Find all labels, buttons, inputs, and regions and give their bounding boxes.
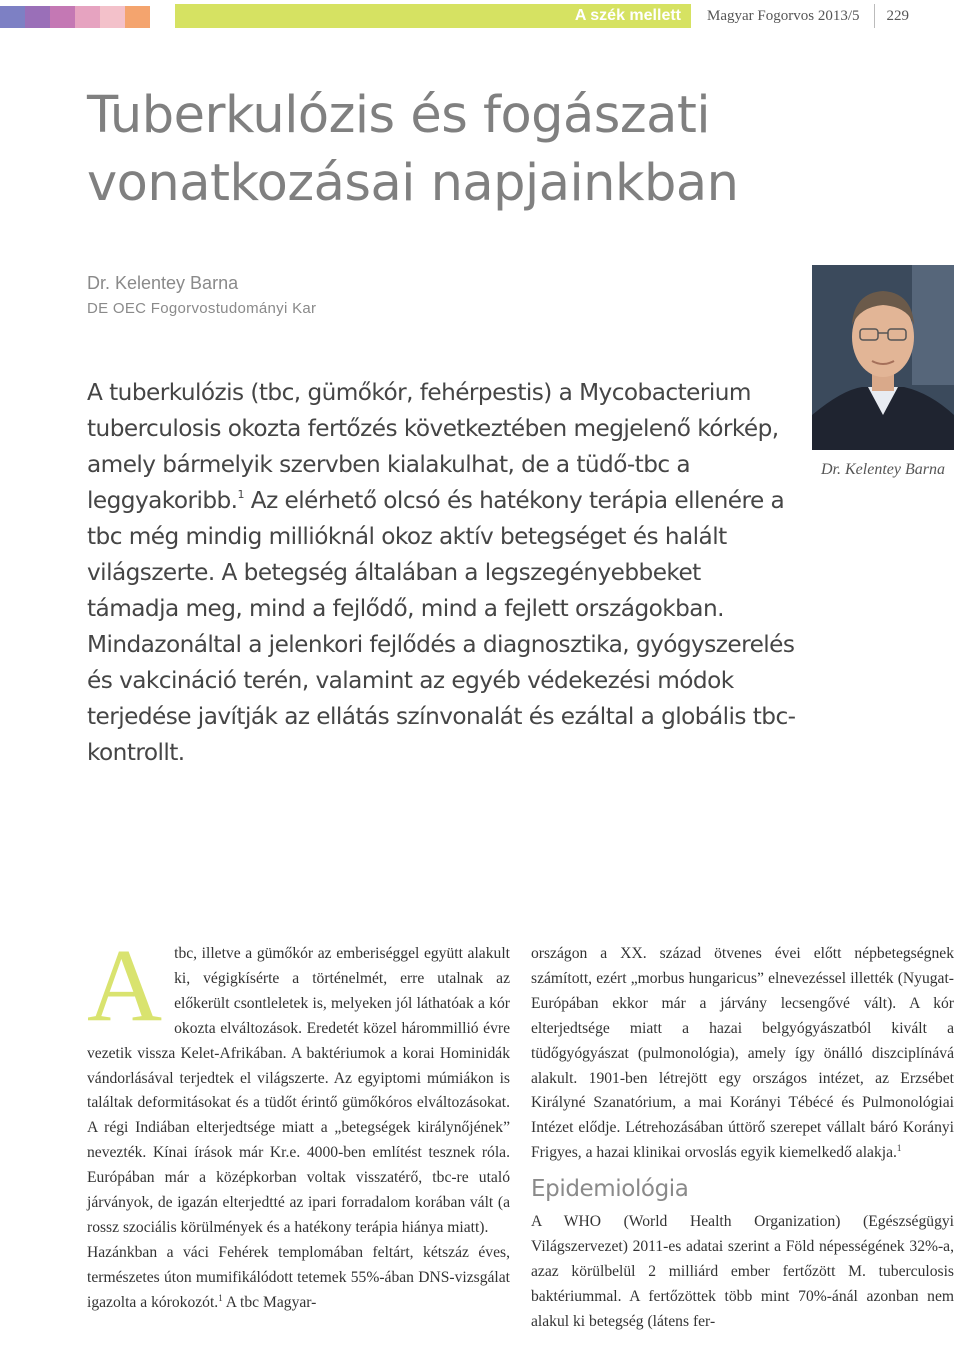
author-photo xyxy=(812,265,954,450)
drop-cap: A xyxy=(87,928,163,1043)
page-number: 229 xyxy=(886,7,909,24)
body-text: A WHO (World Health Organization) (Egészségügyi Világszervezet) 2011-es adatai szerint a Föld népességének 32%-a, azaz körülbelül 2 milliárd ember fertőzött M. tuberculosis baktériummal. A fertőzöttek több mint 70%-ánál azonban nem alakul ki betegség (látens fer- xyxy=(531,1213,954,1330)
running-header xyxy=(175,4,960,28)
author-name: Dr. Kelentey Barna xyxy=(87,273,239,293)
body-column-right xyxy=(531,942,954,1335)
body-text: országon a XX. század ötvenes évei előtt népbetegségnek számított, ezért „morbus hungaricus” elnevezéssel illették (Nyugat-Európában ekkor már a járvány lecsengővé vált). A kór elterjedtsége miatt a hazai belgyógyászatból kivált a tüdőgyógyászat (pulmonológia), amely így önálló diszciplínává alakult. 1901-ben létrejött egy országos intézet, az Erzsébet Királyné Szanatórium, a mai Korányi Tébécé és Pulmonológiai Intézet elődje. Létrehozásában úttörő szerepet vállalt báró Korányi Frigyes, a hazai klinikai orvoslás egyik kiemelkedő alakja. xyxy=(531,945,954,1162)
body-paragraph xyxy=(531,1210,954,1335)
body-paragraph xyxy=(87,928,510,1241)
lead-text: Az elérhető olcsó és hatékony terápia ellenére a tbc még mindig millióknál okoz aktív betegséget és halált világszerte. A betegség általában a legszegényebbeket támadja meg, mind a fejlődő, mind a fejlett országokban. Mindazonáltal a jelenkori fejlődés a diagnosztika, gyógyszerelés és vakcináció terén, valamint az egyéb védekezési módok terjedése javítják az ellátás színvonalát és ezáltal a globális tbc-kontrollt. xyxy=(87,487,796,766)
section-label: A szék mellett xyxy=(175,4,691,28)
header-divider xyxy=(874,4,875,28)
color-swatch xyxy=(75,6,100,28)
body-paragraph xyxy=(531,942,954,1166)
color-swatch xyxy=(50,6,75,28)
body-paragraph xyxy=(87,1241,510,1316)
article-title: Tuberkulózis és fogászati vonatkozásai napjainkban xyxy=(87,86,739,213)
footnote-ref: 1 xyxy=(896,1143,902,1154)
lead-text: A tuberkulózis (tbc, gümőkór, fehérpestis) a Mycobacterium tuberculosis okozta fertőzés következtében megjelenő kórkép, amely bármelyik szervben kialakulhat, de a tüdő-tbc a leggyakoribb. xyxy=(87,379,779,514)
body-text: tbc, illetve a gümőkór az emberiséggel együtt alakult ki, végigkísérte a történelmét, erre utalnak az előkerült csontleletek is, melyeken jól láthatóak a kór okozta elváltozások. Eredetét közel hárommillió évre vezetik vissza Kelet-Afrikában. A baktériumok a korai Hominidák vándorlásával terjedtek el világszerte. Az egyiptomi múmiákon is találtak deformitásokat és a tüdőt érintő gümőkóros elváltozásokat. A régi Indiában elterjedtsége miatt a „betegségek királynőjének” nevezték. Kínai írások már Kr.e. 4000-ben említést tesznek róla. Európában már a középkorban voltak visszatérő, tbc-re utaló járványok, de igazán elterjedtté az ipari forradalom korában vált (a rossz szociális körülmények és a hatékony terápia hiánya miatt). xyxy=(87,945,510,1236)
body-text: A tbc Magyar- xyxy=(222,1293,317,1311)
color-swatch xyxy=(125,6,150,28)
color-strip xyxy=(0,6,150,28)
author-affiliation: DE OEC Fogorvostudományi Kar xyxy=(87,300,317,317)
journal-issue: Magyar Fogorvos 2013/5 xyxy=(707,7,860,24)
color-swatch xyxy=(100,6,125,28)
lead-paragraph xyxy=(87,375,799,771)
color-swatch xyxy=(0,6,25,28)
photo-caption: Dr. Kelentey Barna xyxy=(821,461,945,478)
section-heading: Epidemiológia xyxy=(531,1176,689,1203)
color-swatch xyxy=(25,6,50,28)
footnote-ref: 1 xyxy=(237,488,244,501)
body-column-left xyxy=(87,928,510,1316)
footnote-ref: 1 xyxy=(218,1292,223,1303)
body-text: Hazánkban a váci Fehérek templomában feltárt, kétszáz éves, természetes úton mumifikálódott tetemek 55%-ában DNS-vizsgálat igazolta a kórokozót. xyxy=(87,1243,510,1311)
